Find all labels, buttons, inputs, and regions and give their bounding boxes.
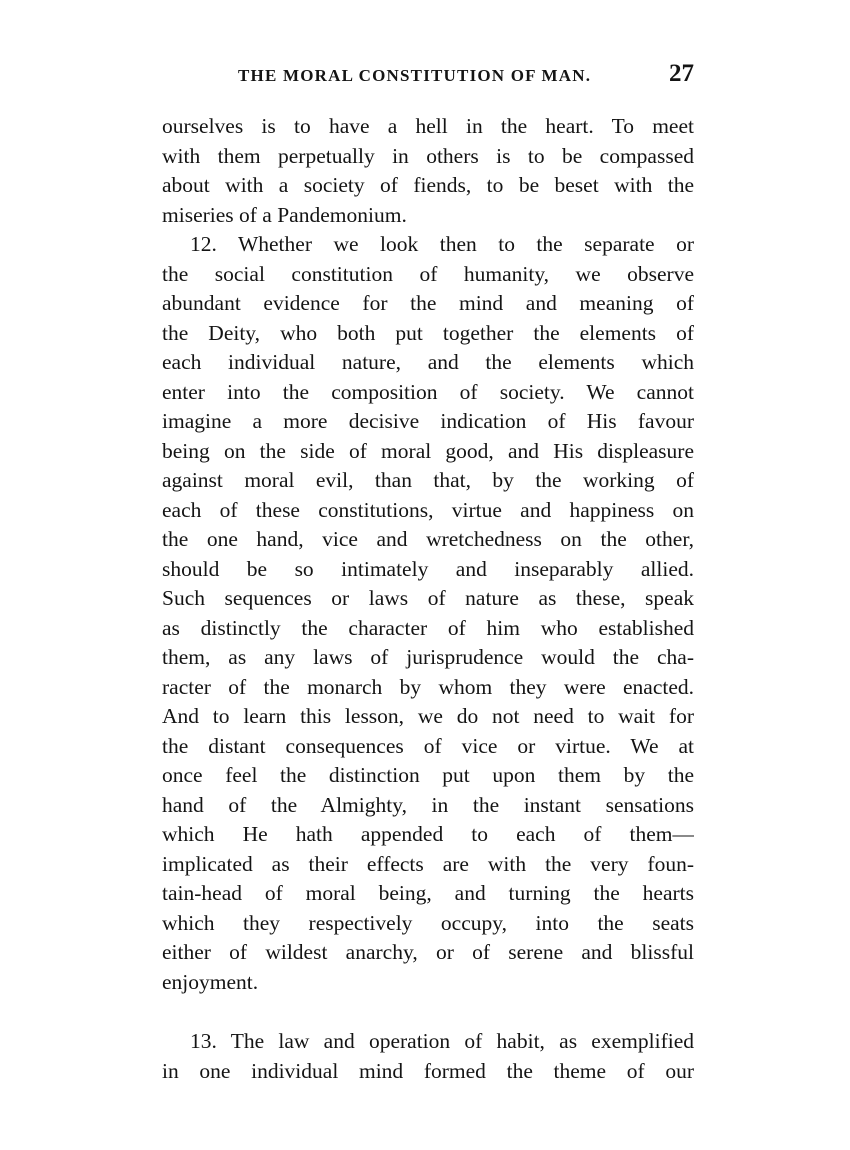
text-line: imagine a more decisive indication of His favour (162, 409, 694, 433)
page-body (162, 112, 694, 1086)
text-line: should be so intimately and inseparably allied. (162, 556, 694, 581)
paragraph (162, 230, 694, 997)
page-number: 27 (669, 60, 694, 87)
paragraph (162, 1027, 694, 1086)
text-line: once feel the distinction put upon them by the (162, 763, 694, 787)
text-line: ourselves is to have a hell in the heart. To meet (162, 114, 694, 138)
text-line: each of these constitutions, virtue and happiness on (162, 497, 694, 522)
text-line: the Deity, who both put together the elements of (162, 320, 694, 345)
text-line: tain-head of moral being, and turning the hearts (162, 881, 694, 905)
text-line: And to learn this lesson, we do not need to wait for (162, 704, 694, 728)
text-line: miseries of a Pandemonium. (162, 202, 407, 227)
text-line: each individual nature, and the elements which (162, 350, 694, 374)
text-line: Such sequences or laws of nature as these, speak (162, 586, 694, 610)
text-line: about with a society of fiends, to be beset with the (162, 173, 694, 197)
text-line: as distinctly the character of him who established (162, 615, 694, 640)
text-line: which they respectively occupy, into the seats (162, 910, 694, 935)
text-line: hand of the Almighty, in the instant sensations (162, 792, 694, 817)
text-line: in one individual mind formed the theme of our (162, 1058, 694, 1083)
running-title: THE MORAL CONSTITUTION OF MAN. (238, 66, 592, 85)
paragraph-gap (162, 997, 694, 1027)
text-line: the distant consequences of vice or virtue. We at (162, 733, 694, 758)
text-line: enjoyment. (162, 969, 259, 994)
text-line: implicated as their effects are with the very foun- (162, 851, 694, 876)
running-header (162, 62, 694, 92)
text-line: the social constitution of humanity, we observe (162, 261, 694, 286)
text-line: abundant evidence for the mind and meaning of (162, 291, 694, 315)
paragraph (162, 112, 694, 230)
text-line: racter of the monarch by whom they were enacted. (162, 674, 694, 699)
text-line: 13. The law and operation of habit, as exemplified (190, 1029, 694, 1053)
text-line: enter into the composition of society. We cannot (162, 379, 694, 404)
text-line: either of wildest anarchy, or of serene and blissful (162, 940, 694, 964)
text-line: against moral evil, than that, by the working of (162, 468, 694, 492)
text-line: with them perpetually in others is to be compassed (162, 143, 694, 168)
text-line: being on the side of moral good, and His displeasure (162, 438, 694, 463)
text-line: which He hath appended to each of them— (162, 822, 694, 846)
text-line: 12. Whether we look then to the separate or (190, 232, 694, 256)
text-line: the one hand, vice and wretchedness on the other, (162, 527, 694, 551)
text-line: them, as any laws of jurisprudence would the cha- (162, 645, 694, 669)
